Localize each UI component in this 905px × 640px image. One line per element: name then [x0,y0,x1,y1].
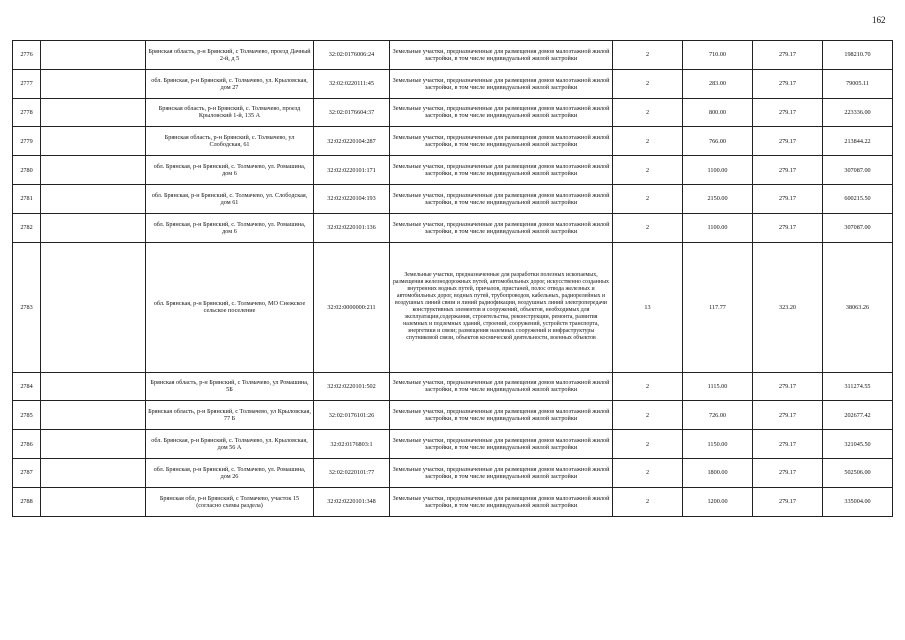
cadastral-number-cell: 32:02:0176604:37 [314,98,390,127]
cadastral-value-cell: 38063.26 [823,242,893,372]
rate-cell: 279.17 [753,401,823,430]
row-number: 2787 [13,458,41,487]
cadastral-value-cell: 198210.70 [823,41,893,70]
table-row [13,156,893,185]
empty-cell [41,242,146,372]
land-registry-table [12,40,893,517]
table-row [13,98,893,127]
area-cell: 1100.00 [683,213,753,242]
address-cell: обл. Брянская, р-н Брянский, с. Толмачево, ул. Слободская, дом 61 [146,184,314,213]
cadastral-number-cell: 32:02:0176006:24 [314,41,390,70]
row-number: 2783 [13,242,41,372]
empty-cell [41,184,146,213]
cadastral-value-cell: 311274.55 [823,372,893,401]
area-cell: 1800.00 [683,458,753,487]
row-number: 2784 [13,372,41,401]
empty-cell [41,372,146,401]
table-row [13,430,893,459]
rate-cell: 279.17 [753,98,823,127]
category-cell: 2 [613,458,683,487]
address-cell: обл. Брянская, р-н Брянский, с. Толмачево, МО Снежское сельское поселение [146,242,314,372]
rate-cell: 279.17 [753,127,823,156]
cadastral-number-cell: 32:02:0220104:287 [314,127,390,156]
empty-cell [41,487,146,516]
category-cell: 2 [613,184,683,213]
table-row [13,184,893,213]
rate-cell: 279.17 [753,184,823,213]
row-number: 2776 [13,41,41,70]
category-cell: 2 [613,430,683,459]
category-cell: 2 [613,127,683,156]
rate-cell: 279.17 [753,69,823,98]
cadastral-number-cell: 32:02:0220101:502 [314,372,390,401]
permitted-use-cell: Земельные участки, предназначенные для размещения домов малоэтажной жилой застройки, в том числе индивидуальной жилой застройки [390,41,613,70]
permitted-use-cell: Земельные участки, предназначенные для размещения домов малоэтажной жилой застройки, в том числе индивидуальной жилой застройки [390,213,613,242]
category-cell: 2 [613,41,683,70]
cadastral-value-cell: 202677.42 [823,401,893,430]
area-cell: 1200.00 [683,487,753,516]
area-cell: 726.00 [683,401,753,430]
category-cell: 2 [613,98,683,127]
rate-cell: 279.17 [753,213,823,242]
category-cell: 2 [613,401,683,430]
empty-cell [41,430,146,459]
cadastral-value-cell: 223336.00 [823,98,893,127]
table-row [13,458,893,487]
permitted-use-cell: Земельные участки, предназначенные для размещения домов малоэтажной жилой застройки, в том числе индивидуальной жилой застройки [390,458,613,487]
cadastral-value-cell: 600215.50 [823,184,893,213]
permitted-use-cell: Земельные участки, предназначенные для размещения домов малоэтажной жилой застройки, в том числе индивидуальной жилой застройки [390,98,613,127]
address-cell: обл. Брянская, р-н Брянский, с. Толмачево, ул. Ромашина, дом 6 [146,156,314,185]
empty-cell [41,127,146,156]
cadastral-number-cell: 32:02:0220101:136 [314,213,390,242]
cadastral-value-cell: 321045.50 [823,430,893,459]
category-cell: 2 [613,487,683,516]
row-number: 2782 [13,213,41,242]
cadastral-value-cell: 335004.00 [823,487,893,516]
area-cell: 283.00 [683,69,753,98]
table-row [13,242,893,372]
address-cell: Брянская обл, р-н Брянский, с Толмачево, участок 15 (согласно схемы раздела) [146,487,314,516]
rate-cell: 279.17 [753,156,823,185]
permitted-use-cell: Земельные участки, предназначенные для разработки полезных ископаемых, размещения железнодорожных путей, автомобильных дорог, искусственно созданных внутренних водных путей, причалов, пристаней, полос отвода железных и автомобильных дорог, водных путей, трубопроводов, кабельных, радиорелейных и воздушных линий связи и линий радиофикации, воздушных линий электропередачи конструктивных элементов и сооружений, объектов, необходимых для эксплуатации,содержания, строительства, реконструкции, ремонта, развития наземных и подземных зданий, строений, сооружений, устройств транспорта, энергетики и связи; размещения наземных сооружений и инфраструктуры спутниковой связи, объектов космической деятельности, военных объектов [390,242,613,372]
table-row [13,41,893,70]
area-cell: 800.00 [683,98,753,127]
area-cell: 117.77 [683,242,753,372]
empty-cell [41,41,146,70]
row-number: 2785 [13,401,41,430]
cadastral-number-cell: 32:02:0220101:77 [314,458,390,487]
area-cell: 1150.00 [683,430,753,459]
cadastral-value-cell: 502506.00 [823,458,893,487]
address-cell: Брянская область, р-н Брянский, с. Толмачево, проезд Крыловский 1-й, 135 А [146,98,314,127]
category-cell: 2 [613,69,683,98]
empty-cell [41,401,146,430]
permitted-use-cell: Земельные участки, предназначенные для размещения домов малоэтажной жилой застройки, в том числе индивидуальной жилой застройки [390,184,613,213]
address-cell: обл. Брянская, р-н Брянский, с. Толмачево, ул. Ромашина, дом 26 [146,458,314,487]
row-number: 2777 [13,69,41,98]
rate-cell: 323.20 [753,242,823,372]
cadastral-number-cell: 32:02:0220111:45 [314,69,390,98]
category-cell: 2 [613,372,683,401]
area-cell: 1100.00 [683,156,753,185]
rate-cell: 279.17 [753,372,823,401]
table-row [13,213,893,242]
address-cell: обл. Брянская, р-н Брянский, с. Толмачево, ул. Крыловская, дом 27 [146,69,314,98]
table-row [13,69,893,98]
cadastral-number-cell: 32:02:0176101:26 [314,401,390,430]
permitted-use-cell: Земельные участки, предназначенные для размещения домов малоэтажной жилой застройки, в том числе индивидуальной жилой застройки [390,69,613,98]
page-number: 162 [872,15,886,25]
area-cell: 2150.00 [683,184,753,213]
permitted-use-cell: Земельные участки, предназначенные для размещения домов малоэтажной жилой застройки, в том числе индивидуальной жилой застройки [390,487,613,516]
row-number: 2778 [13,98,41,127]
area-cell: 710.00 [683,41,753,70]
cadastral-number-cell: 32:02:0220104:193 [314,184,390,213]
table-row [13,401,893,430]
empty-cell [41,156,146,185]
cadastral-number-cell: 32:02:0220101:171 [314,156,390,185]
table-row [13,127,893,156]
table-row [13,372,893,401]
permitted-use-cell: Земельные участки, предназначенные для размещения домов малоэтажной жилой застройки, в том числе индивидуальной жилой застройки [390,127,613,156]
cadastral-value-cell: 213844.22 [823,127,893,156]
permitted-use-cell: Земельные участки, предназначенные для размещения домов малоэтажной жилой застройки, в том числе индивидуальной жилой застройки [390,430,613,459]
table-body [13,41,893,517]
category-cell: 2 [613,156,683,185]
cadastral-number-cell: 32:02:0000000:211 [314,242,390,372]
table-row [13,487,893,516]
permitted-use-cell: Земельные участки, предназначенные для размещения домов малоэтажной жилой застройки, в том числе индивидуальной жилой застройки [390,372,613,401]
address-cell: обл. Брянская, р-н Брянский, с. Толмачево, ул. Крыловская, дом 56 А [146,430,314,459]
category-cell: 2 [613,213,683,242]
cadastral-number-cell: 32:02:0176803:1 [314,430,390,459]
address-cell: Брянская область, р-н Брянский, с Толмачево, ул Крыловская, 77 Б [146,401,314,430]
permitted-use-cell: Земельные участки, предназначенные для размещения домов малоэтажной жилой застройки, в том числе индивидуальной жилой застройки [390,156,613,185]
row-number: 2780 [13,156,41,185]
row-number: 2781 [13,184,41,213]
category-cell: 13 [613,242,683,372]
empty-cell [41,213,146,242]
rate-cell: 279.17 [753,458,823,487]
rate-cell: 279.17 [753,430,823,459]
address-cell: Брянская область, р-н Брянский, с Толмачево, проезд Дачный 2-й, д 5 [146,41,314,70]
row-number: 2788 [13,487,41,516]
cadastral-value-cell: 307087.00 [823,213,893,242]
row-number: 2779 [13,127,41,156]
cadastral-value-cell: 307087.00 [823,156,893,185]
empty-cell [41,98,146,127]
permitted-use-cell: Земельные участки, предназначенные для размещения домов малоэтажной жилой застройки, в том числе индивидуальной жилой застройки [390,401,613,430]
area-cell: 766.00 [683,127,753,156]
rate-cell: 279.17 [753,41,823,70]
cadastral-number-cell: 32:02:0220101:348 [314,487,390,516]
area-cell: 1115.00 [683,372,753,401]
address-cell: Брянская область, р-н Брянский, с Толмачево, ул Ромашина, 5Б [146,372,314,401]
address-cell: обл. Брянская, р-н Брянский, с. Толмачево, ул. Ромашина, дом 6 [146,213,314,242]
empty-cell [41,69,146,98]
row-number: 2786 [13,430,41,459]
cadastral-value-cell: 79005.11 [823,69,893,98]
empty-cell [41,458,146,487]
rate-cell: 279.17 [753,487,823,516]
address-cell: Брянская область, р-н Брянский, с. Толмачево, ул Слободская, 61 [146,127,314,156]
